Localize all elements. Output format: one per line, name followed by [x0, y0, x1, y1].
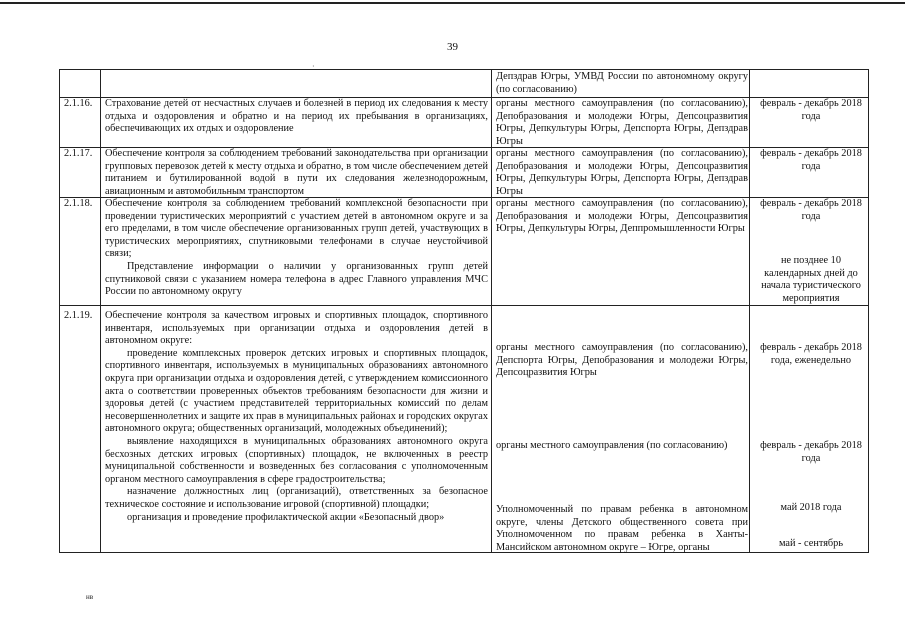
- responsible-cell: органы местного самоуправления (по согласованию), Депспорта Югры, Депобразования и молодежи Югры, Депсоцразвития Югры: [496, 342, 748, 379]
- responsible-cell: органы местного самоуправления (по согласованию), Депобразования и молодежи Югры, Депсоцразвития Югры, Депкультуры Югры, Депспорта Югры, Депздрав Югры: [496, 98, 748, 147]
- activity-text: [105, 310, 488, 524]
- responsible-cell: органы местного самоуправления (по согласованию), Депобразования и молодежи Югры, Депсоцразвития Югры, Депкультуры Югры, Депспорта Югры, Депздрав Югры: [496, 148, 748, 197]
- activity-paragraph: Обеспечение контроля за соблюдением требований комплексной безопасности при проведении туристических мероприятий с участием детей в автономном округе и за его пределами, в том числе обеспечение организованных групп детей, участвующих в туристических мероприятиях, спутниковыми телефонами в случае неустойчивой связи;: [105, 198, 488, 260]
- activity-paragraph: выявление находящихся в муниципальных образованиях автономного округа бесхозных детских игровых (спортивных) площадок, не включенных в реестр муниципальной собственности и возведенных без согласования с уполномоченным органом местного самоуправления в сфере градостроительства;: [105, 435, 488, 485]
- responsible-cell: Уполномоченный по правам ребенка в автономном округе, члены Детского общественного совета при Уполномоченном по правам ребенка в Ханты-Мансийском автономном округе – Югре, органы: [496, 504, 748, 553]
- activity-paragraph: проведение комплексных проверок детских игровых и спортивных площадок, спортивного инвентаря, используемых в муниципальных образованиях автономного округа при организации отдыха и оздоровления детей, с утверждением комиссионного акта о соответствии проверенных объектов требованиям безопасности для жизни и здоровья детей (с участием представителей территориальных комиссий по делам несовершеннолетних и защите их прав в муниципальных районах и городских округах автономного округа; общественных организаций, молодежных объединений);: [105, 347, 488, 435]
- col-divider: [749, 70, 750, 552]
- activity-text: [105, 198, 488, 299]
- term-cell: не позднее 10 календарных дней до начала туристического мероприятия: [761, 255, 861, 304]
- row-number: 2.1.18.: [64, 198, 93, 209]
- activity-text: Страхование детей от несчастных случаев и болезней в период их следования к месту отдыха и оздоровления и обратно и на период их пребывания в организациях, обеспечивающих их отдых и оздоровление: [105, 98, 488, 135]
- term-cell: май - сентябрь: [778, 538, 844, 549]
- row-number: 2.1.16.: [64, 98, 93, 109]
- top-border-line: [0, 2, 905, 7]
- scan-speck: ·: [312, 62, 315, 71]
- responsible-cell: органы местного самоуправления (по согласованию), Депобразования и молодежи Югры, Депсоцразвития Югры, Депкультуры Югры, Деппромышленности Югры: [496, 198, 748, 235]
- plan-table: [59, 69, 869, 553]
- term-cell: май 2018 года: [780, 502, 842, 513]
- term-cell: февраль - декабрь 2018 года: [760, 148, 862, 172]
- row-number: 2.1.19.: [64, 310, 93, 321]
- activity-paragraph: Представление информации о наличии у организованных групп детей спутниковой связи с указанием номера телефона в адрес Главного управления МЧС России по автономному округу: [105, 260, 488, 298]
- activity-text: Обеспечение контроля за соблюдением требований законодательства при организации групповых перевозок детей к месту отдыха и обратно, в том числе обеспечением детей питанием и бутилированной водой в пути их следования железнодорожным, авиационным и автомобильным транспортом: [105, 148, 488, 197]
- term-cell: февраль - декабрь 2018 года: [760, 198, 862, 222]
- page-number: 39: [447, 41, 458, 53]
- footer-mark: нв: [86, 593, 94, 601]
- row-number: 2.1.17.: [64, 148, 93, 159]
- responsible-cell: органы местного самоуправления (по согласованию): [496, 440, 728, 451]
- activity-paragraph: Обеспечение контроля за качеством игровых и спортивных площадок, спортивного инвентаря, используемых при организации отдыха и оздоровления детей в автономном округе:: [105, 310, 488, 347]
- row-divider: [60, 305, 868, 306]
- term-cell: февраль - декабрь 2018 года: [760, 440, 862, 464]
- term-cell: февраль - декабрь 2018 года: [760, 98, 862, 122]
- activity-paragraph: организация и проведение профилактической акции «Безопасный двор»: [127, 511, 445, 523]
- col-divider: [491, 70, 492, 552]
- col-divider: [100, 70, 101, 552]
- term-cell: февраль - декабрь 2018 года, еженедельно: [760, 342, 862, 366]
- responsible-cell: Депздрав Югры, УМВД России по автономному округу (по согласованию): [496, 71, 748, 95]
- activity-paragraph: назначение должностных лиц (организаций), ответственных за безопасное техническое состояние и использование игровой (спортивной) площадки;: [105, 486, 488, 510]
